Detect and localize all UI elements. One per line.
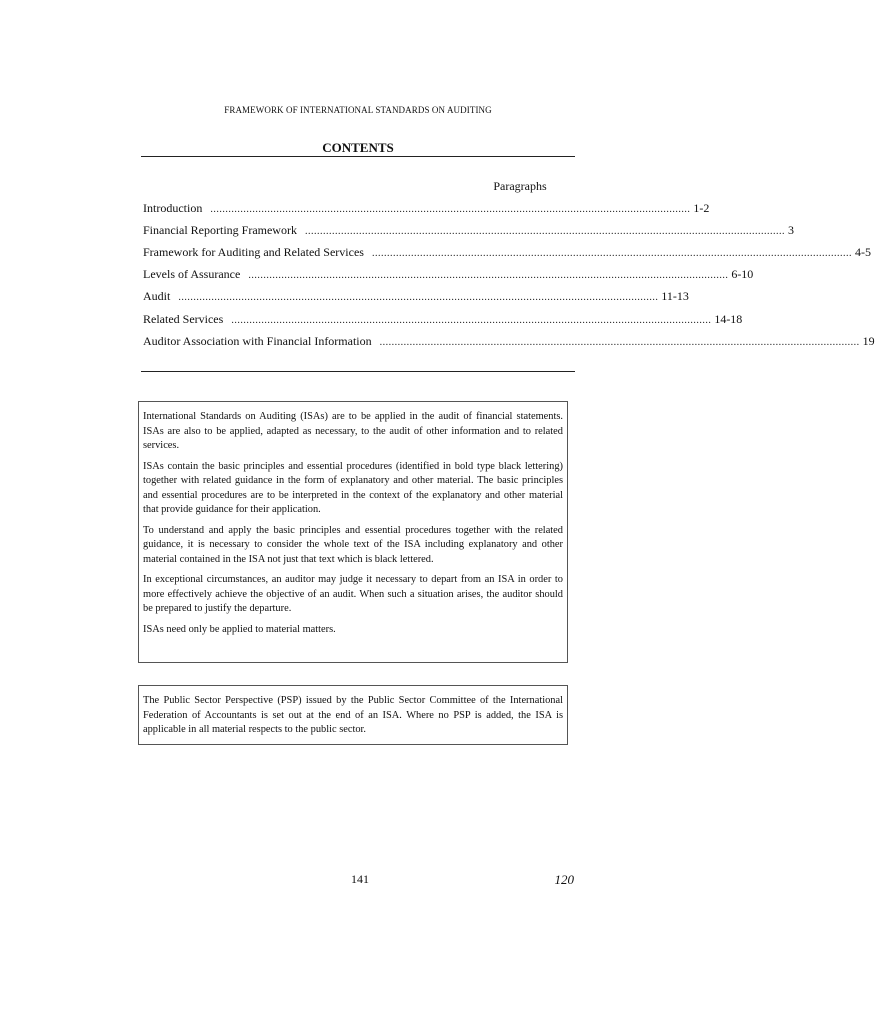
toc-entry-paragraphs: 19 (862, 334, 875, 348)
top-rule (141, 156, 575, 157)
toc-entry-paragraphs: 11-13 (661, 289, 689, 303)
toc-entry-title: Related Services (143, 312, 224, 326)
toc-entry (143, 334, 875, 350)
box-paragraph: International Standards on Auditing (ISAs) are to be applied in the audit of financial statements. ISAs are also to be applied, adapted as necessary, to the audit of other information and to related services. (143, 411, 563, 451)
folio-number: 120 (554, 872, 574, 887)
box-paragraph: ISAs contain the basic principles and essential procedures (identified in bold type black lettering) together with related guidance in the form of explanatory and other material. The basic principles and essential procedures are to be interpreted in the context of the explanatory and other material that provide guidance for their application. (143, 460, 563, 515)
toc-entry (143, 223, 794, 239)
contents-title: CONTENTS (322, 140, 394, 155)
public-sector-perspective-box (138, 685, 568, 745)
toc-entry-title: Introduction (143, 201, 203, 215)
toc-entry-title: Financial Reporting Framework (143, 223, 297, 237)
toc-entry (143, 312, 743, 328)
dot-leader: ................................................................................................................................................................ (248, 270, 729, 281)
dot-leader: ................................................................................................................................................................ (379, 337, 860, 348)
toc-entry-title: Levels of Assurance (143, 267, 241, 281)
toc-entry-paragraphs: 4-5 (854, 245, 871, 259)
box-paragraph: In exceptional circumstances, an auditor may judge it necessary to depart from an ISA in order to more effectively achieve the objective of an audit. When such a situation arises, the auditor should be prepared to justify the departure. (143, 574, 563, 614)
toc-entry-paragraphs: 1-2 (693, 201, 710, 215)
running-header: FRAMEWORK OF INTERNATIONAL STANDARDS ON AUDITING (224, 105, 492, 115)
toc-entry (143, 289, 689, 305)
bottom-rule (141, 371, 575, 372)
toc-entry-paragraphs: 14-18 (714, 312, 743, 326)
box-paragraph: To understand and apply the basic principles and essential procedures together with the related guidance, it is necessary to consider the whole text of the ISA including explanatory and other material contained in the ISA not just that text which is black lettered. (143, 524, 563, 565)
dot-leader: ................................................................................................................................................................ (178, 292, 659, 303)
dot-leader: ................................................................................................................................................................ (231, 315, 712, 326)
page-number: 141 (351, 872, 369, 886)
toc-entry (143, 245, 871, 261)
toc-entry-title: Auditor Association with Financial Information (143, 334, 372, 348)
toc-entry-paragraphs: 6-10 (731, 267, 754, 281)
paragraphs-column-heading: Paragraphs (493, 179, 547, 193)
toc-entry (143, 201, 710, 217)
dot-leader: ................................................................................................................................................................ (371, 248, 852, 259)
toc-entry (143, 267, 754, 283)
dot-leader: ................................................................................................................................................................ (304, 226, 785, 237)
toc-entry-paragraphs: 3 (787, 223, 794, 237)
toc-entry-title: Framework for Auditing and Related Services (143, 245, 364, 259)
box-paragraph: ISAs need only be applied to material matters. (143, 623, 336, 635)
toc-entry-title: Audit (143, 289, 171, 303)
dot-leader: ................................................................................................................................................................ (210, 204, 691, 215)
isa-application-box (138, 401, 568, 663)
box-paragraph: The Public Sector Perspective (PSP) issued by the Public Sector Committee of the International Federation of Accountants is set out at the end of an ISA. Where no PSP is added, the ISA is applicable in all material respects to the public sector. (143, 695, 563, 735)
